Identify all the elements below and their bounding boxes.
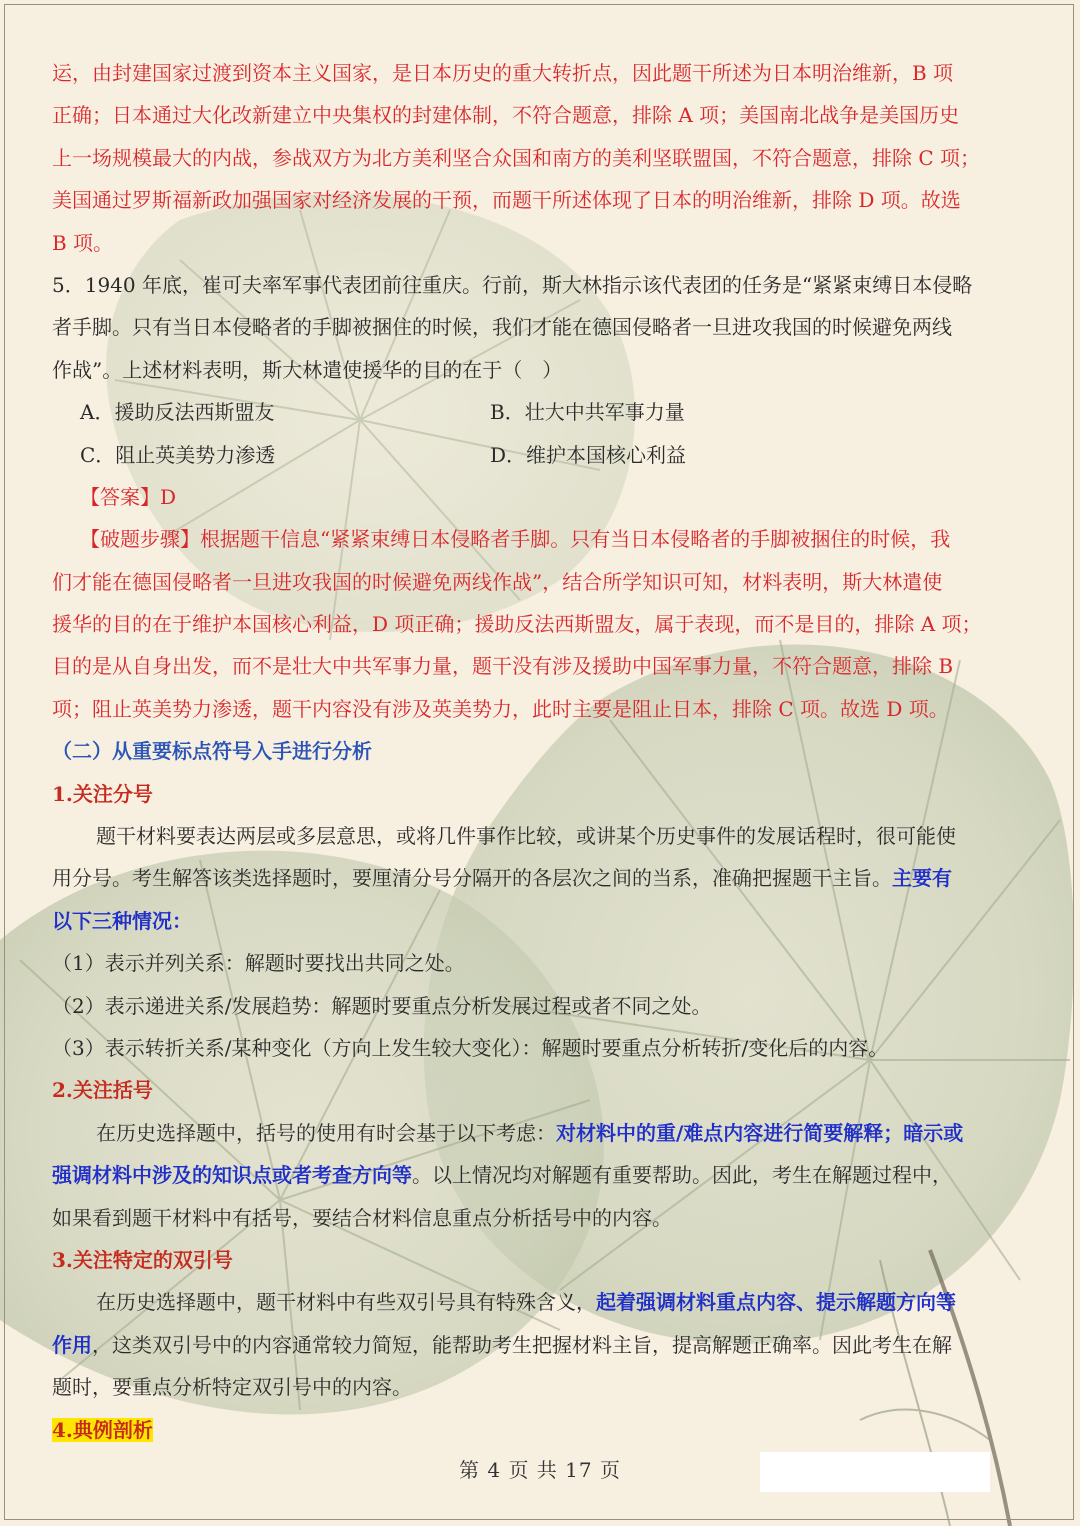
heading-quotes: 3.关注特定的双引号: [52, 1247, 233, 1272]
emphasis-line: 以下三种情况：: [52, 908, 192, 933]
steps-line: 目的是从自身出发，而不是壮大中共军事力量，题干没有涉及援助中国军事力量，不符合题意，排除 B: [52, 654, 954, 679]
page-footer: 第 4 页 共 17 页: [459, 1458, 621, 1482]
emphasis-text: 作用: [52, 1332, 92, 1357]
heading-example: 4.典例剖析: [52, 1417, 153, 1442]
steps-line: 援华的目的在于维护本国核心利益，D 项正确；援助反法西斯盟友，属于表现，而不是目的，排除 A 项；: [52, 612, 982, 637]
emphasis-text: 起着强调材料重点内容、提示解题方向等: [596, 1290, 956, 1315]
explanation-line: 运，由封建国家过渡到资本主义国家，是日本历史的重大转折点，因此题干所述为日本明治维新，B 项: [52, 61, 954, 85]
steps-text: 根据题干信息“紧紧束缚日本侵略者手脚。只有当日本侵略者的手脚被捆住的时候，我: [200, 527, 951, 552]
steps-label: 【破题步骤】: [80, 527, 200, 552]
steps-line: 们才能在德国侵略者一旦进攻我国的时候避免两线作战”，结合所学知识可知，材料表明，斯大林遣使: [52, 569, 943, 594]
steps-line-first: [52, 518, 1032, 560]
paragraph-line: 如果看到题干材料中有括号，要结合材料信息重点分析括号中的内容。: [52, 1205, 672, 1230]
list-item: （1）表示并列关系：解题时要找出共同之处。: [52, 951, 465, 976]
white-patch: [760, 1452, 990, 1492]
explanation-line: 美国通过罗斯福新政加强国家对经济发展的干预，而题干所述体现了日本的明治维新，排除 D 项。故选: [52, 188, 961, 213]
emphasis-text: 主要有: [892, 866, 952, 891]
question-stem-line: 5．1940 年底，崔可夫率军事代表团前往重庆。行前，斯大林指示该代表团的任务是“紧紧束缚日本侵略: [52, 272, 973, 297]
paragraph-text: 在历史选择题中，括号的使用有时会基于以下考虑：: [96, 1120, 556, 1145]
heading-example-row: [52, 1409, 1032, 1451]
question-stem-line: 作战”。上述材料表明，斯大林遣使援华的目的在于（ ）: [52, 357, 563, 382]
option-d: D．维护本国核心利益: [490, 442, 687, 467]
list-item: （3）表示转折关系/某种变化（方向上发生较大变化）：解题时要重点分析转折/变化后的内容。: [52, 1035, 889, 1060]
steps-line: 项；阻止英美势力渗透，题干内容没有涉及英美势力，此时主要是阻止日本，排除 C 项。故选 D 项。: [52, 696, 949, 721]
paragraph-line: 题时，要重点分析特定双引号中的内容。: [52, 1375, 412, 1400]
paragraph-line: [52, 857, 1032, 899]
list-item: （2）表示递进关系/发展趋势：解题时要重点分析发展过程或者不同之处。: [52, 993, 712, 1018]
explanation-line: 上一场规模最大的内战，参战双方为北方美利坚合众国和南方的美利坚联盟国，不符合题意，排除 C 项；: [52, 145, 981, 170]
explanation-line: B 项。: [52, 230, 114, 255]
paragraph-text: 用分号。考生解答该类选择题时，要厘清分号分隔开的各层次之间的当系，准确把握题干主旨。: [52, 866, 892, 891]
paragraph-line: 题干材料要表达两层或多层意思，或将几件事作比较，或讲某个历史事件的发展话程时，很可能使: [96, 824, 956, 849]
heading-semicolon: 1.关注分号: [52, 781, 153, 806]
section-title: （二）从重要标点符号入手进行分析: [52, 739, 372, 764]
paragraph-text: 在历史选择题中，题干材料中有些双引号具有特殊含义，: [96, 1290, 596, 1315]
option-c: C．阻止英美势力渗透: [80, 442, 276, 467]
paragraph-line: [52, 1281, 1032, 1323]
paragraph-line: [52, 1324, 1032, 1366]
paragraph-line: [52, 1112, 1032, 1154]
options-row: [52, 434, 1032, 476]
paragraph-line: [52, 1154, 1032, 1196]
options-row: [52, 391, 1032, 433]
question-stem-line: 者手脚。只有当日本侵略者的手脚被捆住的时候，我们才能在德国侵略者一旦进攻我国的时候避免两线: [52, 315, 952, 340]
emphasis-text: 对材料中的重/难点内容进行简要解释；暗示或: [556, 1120, 964, 1145]
paragraph-text: 。以上情况均对解题有重要帮助。因此，考生在解题过程中，: [412, 1163, 952, 1188]
heading-brackets: 2.关注括号: [52, 1078, 153, 1103]
paragraph-text: ，这类双引号中的内容通常较力简短，能帮助考生把握材料主旨，提高解题正确率。因此考生在解: [92, 1332, 952, 1357]
page-content: [52, 52, 1032, 1451]
answer: 【答案】D: [80, 484, 177, 509]
option-a: A．援助反法西斯盟友: [80, 400, 275, 425]
option-b: B．壮大中共军事力量: [490, 400, 685, 425]
emphasis-text: 强调材料中涉及的知识点或者考查方向等: [52, 1163, 412, 1188]
explanation-line: 正确；日本通过大化改新建立中央集权的封建体制，不符合题意，排除 A 项；美国南北战争是美国历史: [52, 103, 960, 128]
